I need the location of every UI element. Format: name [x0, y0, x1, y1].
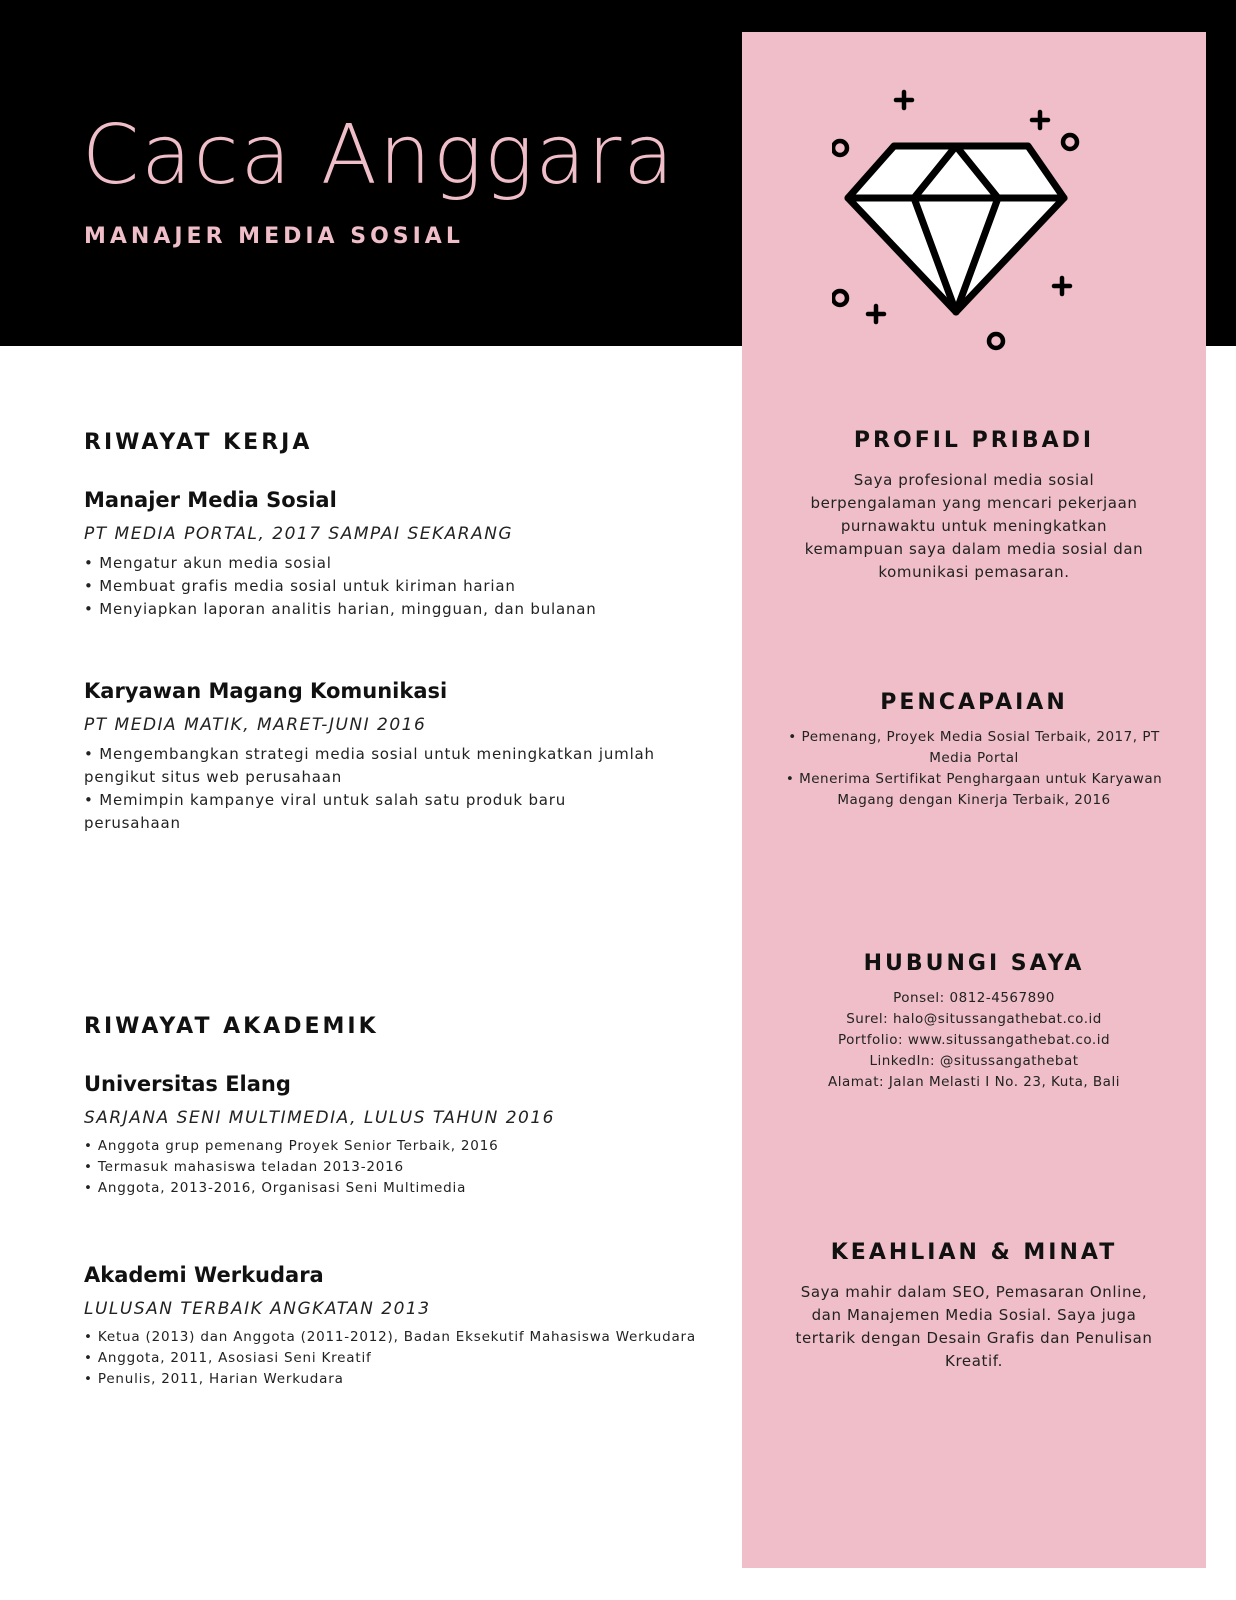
- list-item: • Mengatur akun media sosial: [84, 554, 332, 572]
- entry-subtitle: LULUSAN TERBAIK ANGKATAN 2013: [84, 1299, 431, 1319]
- contact-heading: HUBUNGI SAYA: [863, 951, 1085, 976]
- achievements-section: [742, 690, 1206, 811]
- contact-email: Surel: halo@situssangathebat.co.id: [846, 1011, 1102, 1027]
- skills-heading: KEAHLIAN & MINAT: [830, 1240, 1118, 1265]
- achievements-heading: PENCAPAIAN: [880, 690, 1068, 715]
- contact-linkedin: LinkedIn: @situssangathebat: [869, 1053, 1079, 1069]
- contact-phone: Ponsel: 0812-4567890: [893, 990, 1055, 1006]
- list-item: • Pemenang, Proyek Media Sosial Terbaik, 2017, PT Media Portal: [788, 729, 1160, 766]
- person-name: Caca Anggara: [82, 108, 676, 203]
- contact-address: Alamat: Jalan Melasti I No. 23, Kuta, Bali: [828, 1074, 1120, 1090]
- entry-title: Akademi Werkudara: [84, 1263, 324, 1287]
- academic-entry: [84, 1263, 724, 1390]
- academic-entry: [84, 1072, 724, 1199]
- list-item: • Anggota, 2011, Asosiasi Seni Kreatif: [84, 1350, 372, 1366]
- profile-section: [742, 428, 1206, 584]
- academic-history-heading: RIWAYAT AKADEMIK: [84, 1014, 379, 1039]
- list-item: • Mengembangkan strategi media sosial untuk meningkatkan jumlah pengikut situs web perusahaan: [84, 745, 655, 786]
- list-item: • Membuat grafis media sosial untuk kiriman harian: [84, 577, 516, 595]
- list-item: • Memimpin kampanye viral untuk salah satu produk baru perusahaan: [84, 791, 567, 832]
- contact-section: [742, 951, 1206, 1093]
- entry-subtitle: PT MEDIA MATIK, MARET-JUNI 2016: [84, 715, 427, 735]
- work-history-section: [84, 430, 704, 455]
- work-history-heading: RIWAYAT KERJA: [84, 430, 313, 455]
- list-item: • Anggota, 2013-2016, Organisasi Seni Multimedia: [84, 1180, 467, 1196]
- list-item: • Menerima Sertifikat Penghargaan untuk Karyawan Magang dengan Kinerja Terbaik, 2016: [785, 771, 1163, 808]
- work-entry: [84, 679, 664, 835]
- diamond-icon: [832, 84, 1092, 368]
- work-entry: [84, 488, 724, 621]
- skills-text: Saya mahir dalam SEO, Pemasaran Online, dan Manajemen Media Sosial. Saya juga tertarik dengan Desain Grafis dan Penulisan Kreatif.: [795, 1283, 1153, 1370]
- entry-subtitle: PT MEDIA PORTAL, 2017 SAMPAI SEKARANG: [84, 524, 514, 544]
- list-item: • Ketua (2013) dan Anggota (2011-2012), Badan Eksekutif Mahasiswa Werkudara: [84, 1329, 696, 1345]
- list-item: • Menyiapkan laporan analitis harian, mingguan, dan bulanan: [84, 600, 597, 618]
- skills-section: [742, 1240, 1206, 1373]
- entry-subtitle: SARJANA SENI MULTIMEDIA, LULUS TAHUN 2016: [84, 1108, 555, 1128]
- profile-text: Saya profesional media sosial berpengalaman yang mencari pekerjaan purnawaktu untuk meningkatkan kemampuan saya dalam media sosial dan komunikasi pemasaran.: [804, 471, 1144, 581]
- list-item: • Termasuk mahasiswa teladan 2013-2016: [84, 1159, 404, 1175]
- profile-heading: PROFIL PRIBADI: [853, 428, 1095, 453]
- entry-title: Manajer Media Sosial: [84, 488, 337, 512]
- entry-title: Karyawan Magang Komunikasi: [84, 679, 448, 703]
- list-item: • Anggota grup pemenang Proyek Senior Terbaik, 2016: [84, 1138, 499, 1154]
- list-item: • Penulis, 2011, Harian Werkudara: [84, 1371, 344, 1387]
- job-title: MANAJER MEDIA SOSIAL: [84, 224, 464, 249]
- contact-portfolio: Portfolio: www.situssangathebat.co.id: [837, 1032, 1111, 1048]
- entry-title: Universitas Elang: [84, 1072, 291, 1096]
- academic-history-section: [84, 1014, 704, 1039]
